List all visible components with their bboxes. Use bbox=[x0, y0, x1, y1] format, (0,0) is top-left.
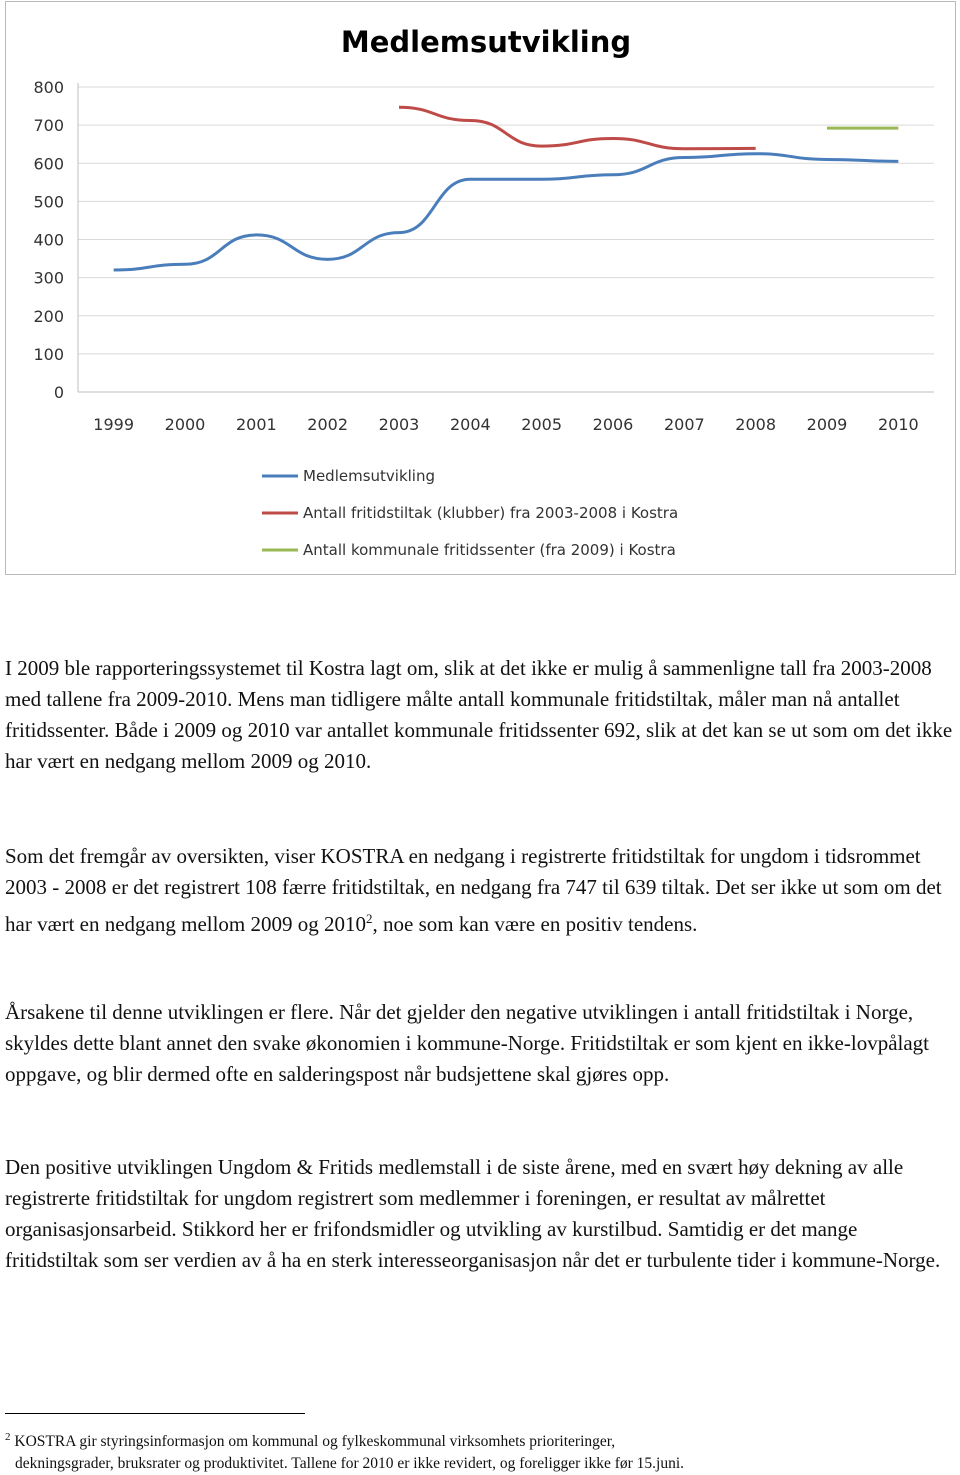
paragraph-decline-end: , noe som kan være en positiv tendens. bbox=[372, 912, 698, 936]
paragraph-decline-text: Som det fremgår av oversikten, viser KOSTRA en nedgang i registrerte fritidstiltak for ungdom i tidsrommet 2003 - 2008 er det registrert 108 færre fritidstiltak, en nedgang fra 747 til 639 tiltak. Det ser ikke ut som om det har vært en nedgang mellom 2009 og 2010 bbox=[5, 844, 942, 936]
x-tick-label: 2002 bbox=[307, 415, 349, 434]
footnote-divider bbox=[5, 1413, 305, 1414]
x-tick-label: 2009 bbox=[806, 415, 848, 434]
y-tick-label: 800 bbox=[33, 78, 64, 97]
footnote bbox=[5, 1426, 955, 1475]
x-tick-label: 2000 bbox=[164, 415, 206, 434]
x-tick-label: 2003 bbox=[378, 415, 420, 434]
series-line-1 bbox=[114, 154, 899, 270]
x-tick-label: 2004 bbox=[449, 415, 491, 434]
legend-label: Medlemsutvikling bbox=[303, 467, 435, 485]
paragraph-positive-development: Den positive utviklingen Ungdom & Fritids medlemstall i de siste årene, med en svært høy dekning av alle registrerte fritidstiltak for ungdom registrert som medlemmer i foreningen, er resultat av målrettet organisasjonsarbeid. Stikkord her er frifondsmidler og utvikling av kurstilbud. Samtidig er det mange fritidstiltak som ser verdien av å ha en sterk interesseorganisasjon når det er turbulente tider i kommune-Norge. bbox=[5, 1155, 941, 1272]
line-chart bbox=[6, 2, 957, 576]
y-tick-label: 500 bbox=[33, 192, 64, 212]
footnote-line-2: dekningsgrader, bruksrater og produktivitet. Tallene for 2010 er ikke revidert, og foreligger ikke før 15.juni. bbox=[15, 1455, 685, 1473]
x-tick-label: 2006 bbox=[592, 415, 634, 434]
y-tick-label: 200 bbox=[33, 306, 64, 326]
x-tick-label: 2001 bbox=[235, 415, 277, 434]
chart-frame bbox=[5, 1, 956, 575]
x-tick-label: 2005 bbox=[521, 415, 563, 434]
series-line-2 bbox=[399, 107, 756, 149]
y-tick-label: 400 bbox=[33, 230, 64, 250]
footnote-line-1: KOSTRA gir styringsinformasjon om kommunal og fylkeskommunal virksomhets prioriteringer, bbox=[14, 1433, 616, 1451]
y-tick-label: 300 bbox=[33, 268, 64, 288]
x-tick-label: 2010 bbox=[877, 415, 919, 434]
legend-label: Antall kommunale fritidssenter (fra 2009) i Kostra bbox=[303, 541, 676, 559]
paragraph-kostra-change: I 2009 ble rapporteringssystemet til Kostra lagt om, slik at det ikke er mulig å sammenligne tall fra 2003-2008 med tallene fra 2009-2010. Mens man tidligere målte antall kommunale fritidstiltak, måler man nå antallet fritidssenter. Både i 2009 og 2010 var antallet kommunale fritidssenter 692, slik at det kan se ut som om det ikke har vært en nedgang mellom 2009 og 2010. bbox=[5, 656, 953, 773]
y-tick-label: 100 bbox=[33, 344, 64, 364]
footnote-reference[interactable]: 2 bbox=[366, 911, 373, 926]
chart-title: Medlemsutvikling bbox=[340, 25, 632, 59]
y-tick-label: 700 bbox=[33, 116, 64, 136]
x-tick-label: 2007 bbox=[663, 415, 705, 434]
footnote-mark: 2 bbox=[5, 1431, 11, 1443]
paragraph-decline bbox=[5, 841, 955, 940]
x-tick-label: 1999 bbox=[93, 415, 135, 434]
y-tick-label: 600 bbox=[33, 154, 64, 174]
x-tick-label: 2008 bbox=[735, 415, 777, 434]
legend-label: Antall fritidstiltak (klubber) fra 2003-2008 i Kostra bbox=[303, 504, 679, 522]
y-tick-label: 0 bbox=[53, 383, 64, 402]
paragraph-reasons: Årsakene til denne utviklingen er flere. Når det gjelder den negative utviklingen i antall fritidstiltak i Norge, skyldes dette blant annet den svake økonomien i kommune-Norge. Fritidstiltak er som kjent en ikke-lovpålagt oppgave, og blir dermed ofte en salderingspost når budsjettene skal gjøres opp. bbox=[5, 1000, 929, 1086]
